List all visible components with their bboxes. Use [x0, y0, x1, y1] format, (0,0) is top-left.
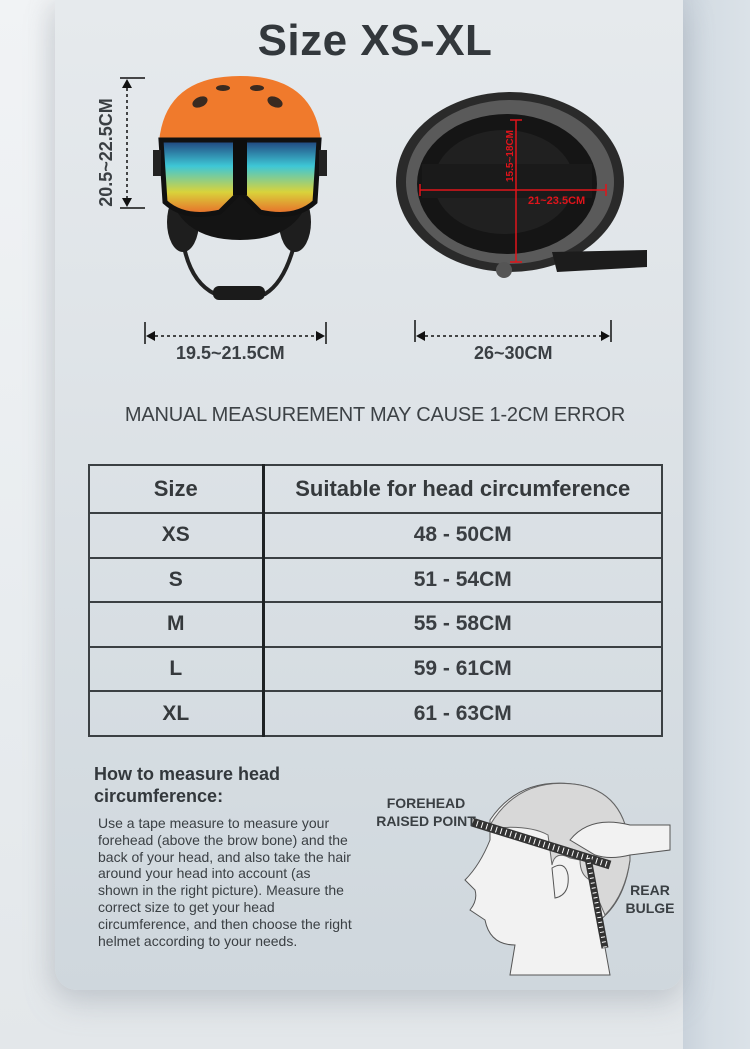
range-cell: 55 - 58CM: [263, 602, 662, 647]
size-table: [88, 464, 663, 737]
table-row: [89, 602, 662, 647]
forehead-label: FOREHEAD RAISED POINT: [376, 795, 476, 829]
depth-label: 15.5~18CM: [505, 130, 516, 182]
table-row: [89, 647, 662, 692]
howto-title: How to measure head circumference:: [94, 764, 281, 806]
front-helmet-image: [145, 72, 345, 312]
range-cell: 61 - 63CM: [263, 691, 662, 736]
size-cell: L: [89, 647, 263, 692]
height-label: 20.5~22.5CM: [95, 97, 116, 207]
table-row: [89, 691, 662, 736]
table-row: [89, 513, 662, 558]
page-background-strip: [683, 0, 750, 1049]
inner-width-label: 21~23.5CM: [528, 195, 586, 207]
page-title: Size XS-XL: [257, 16, 493, 65]
inner-helmet-image: [392, 82, 652, 292]
range-cell: 59 - 61CM: [263, 647, 662, 692]
header-circumference: Suitable for head circumference: [263, 465, 662, 513]
rear-bulge-label: REAR BULGE: [625, 882, 675, 916]
head-measure-diagram: [460, 780, 660, 980]
howto-body: Use a tape measure to measure your forehead (above the brow bone) and the back of your head, and also take the hair around your head into account (as shown in the right picture). Measure the correct size to get your head circumference, and then choose the right helmet according to your needs.: [98, 815, 352, 949]
measurement-note: MANUAL MEASUREMENT MAY CAUSE 1-2CM ERROR: [124, 404, 626, 426]
length-label: 26~30CM: [474, 343, 553, 363]
header-size: Size: [89, 465, 263, 513]
table-row: [89, 558, 662, 603]
range-cell: 51 - 54CM: [263, 558, 662, 603]
height-dimension-marker: [115, 76, 145, 216]
size-cell: XS: [89, 513, 263, 558]
size-cell: XL: [89, 691, 263, 736]
range-cell: 48 - 50CM: [263, 513, 662, 558]
length-dimension-marker: [414, 320, 614, 344]
table-header-row: [89, 465, 662, 513]
size-cell: S: [89, 558, 263, 603]
size-cell: M: [89, 602, 263, 647]
front-width-label: 19.5~21.5CM: [176, 343, 285, 363]
